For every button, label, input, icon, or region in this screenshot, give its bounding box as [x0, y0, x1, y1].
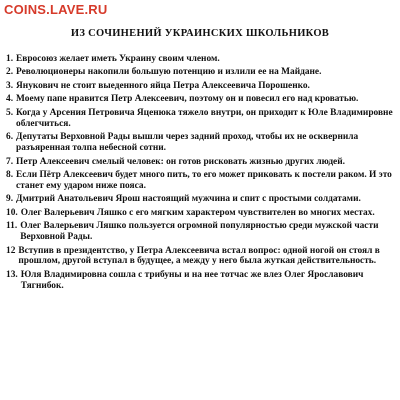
list-item [6, 194, 396, 205]
item-number: 13. [6, 269, 18, 280]
item-number: 8. [6, 169, 14, 180]
list-item [6, 270, 396, 292]
list-item [6, 108, 396, 130]
list-item [6, 54, 396, 65]
document-title: ИЗ СОЧИНЕНИЙ УКРАИНСКИХ ШКОЛЬНИКОВ [70, 28, 330, 39]
list-item [6, 132, 396, 154]
item-number: 9. [6, 194, 14, 205]
item-number: 1. [6, 54, 14, 64]
list-item [6, 157, 396, 168]
item-text: Революционеры накопили большую потенцию и излили ее на Майдане. [16, 67, 322, 78]
item-number: 10. [6, 207, 18, 218]
list-item [6, 67, 396, 78]
item-number: 11. [6, 221, 18, 232]
list-item [6, 170, 396, 192]
item-text: Юля Владимировна сошла с трибуны и на нее тотчас же влез Олег Ярославович Тягнибок. [20, 269, 364, 291]
list-item [6, 81, 396, 92]
item-number: 7. [6, 156, 14, 167]
item-text: Вступив в президентство, у Петра Алексеевича встал вопрос: одной ногой он стоял в прошлом, другой вступал в будущее, а между у него была жуткая действительность. [18, 245, 380, 267]
item-text: Янукович не стоит выеденного яйца Петра Алексеевича Порошенко. [16, 80, 310, 91]
list-item [6, 246, 396, 268]
item-text: Олег Валерьевич Ляшко с его мягким характером чувствителен во многих местах. [20, 207, 375, 218]
item-text: Моему папе нравится Петр Алексеевич, поэтому он и повесил его над кроватью. [16, 94, 359, 105]
list-item [6, 221, 396, 243]
item-number: 2. [6, 67, 14, 78]
item-text: Евросоюз желает иметь Украину своим членом. [16, 54, 220, 64]
essay-quotes-list [6, 54, 396, 294]
item-text: Если Пётр Алексеевич будет много пить, то его может приковать к постели раком. И это станет ему ударом ниже пояса. [16, 169, 392, 191]
item-number: 12 [6, 245, 16, 256]
item-number: 4. [6, 94, 14, 105]
item-text: Петр Алексеевич смелый человек: он готов рисковать жизнью других людей. [16, 156, 345, 167]
item-text: Депутаты Верховной Рады вышли через задний проход, чтобы их не осквернила разъяренная толпа небесной сотни. [16, 132, 359, 154]
item-number: 6. [6, 132, 14, 143]
item-text: Когда у Арсения Петровича Яценюка тяжело внутри, он приходит к Юле Владимировне облегчиться. [16, 107, 393, 129]
list-item [6, 94, 396, 105]
site-watermark: COINS.LAVE.RU [4, 2, 108, 17]
list-item [6, 208, 396, 219]
item-number: 5. [6, 107, 14, 118]
item-text: Дмитрий Анатольевич Ярош настоящий мужчина и спит с простыми солдатами. [16, 194, 361, 205]
item-text: Олег Валерьевич Ляшко пользуется огромной популярностью среди мужской части Верховной Рады. [20, 221, 379, 243]
item-number: 3. [6, 80, 14, 91]
